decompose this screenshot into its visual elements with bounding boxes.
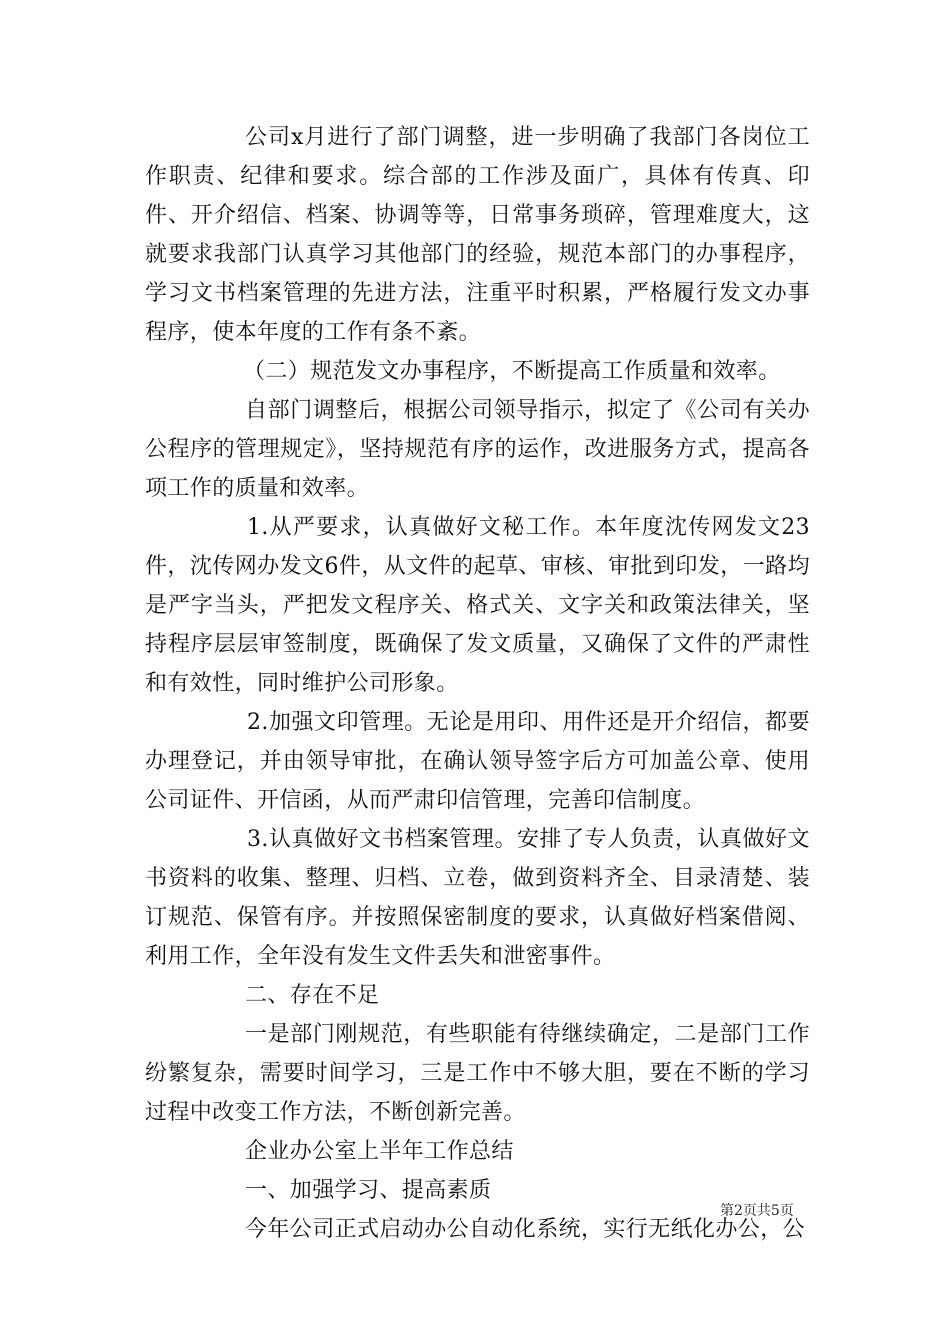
- paragraph-management-rules: 自部门调整后，根据公司领导指示，拟定了《公司有关办公程序的管理规定》，坚持规范有序的运作，改进服务方式，提高各项工作的质量和效率。: [145, 398, 810, 501]
- paragraph-office-automation: 今年公司正式启动办公自动化系统，实行无纸化办公，公: [245, 1217, 806, 1242]
- list-item-print-management: 2.加强文印管理。无论是用印、用件还是开介绍信，都要办理登记，并由领导审批，在确认领导签字后方可加盖公章、使用公司证件、开信函，从而严肃印信管理，完善印信制度。: [145, 710, 810, 813]
- page-number: 第2页共5页: [720, 1203, 794, 1219]
- heading-shortcomings: 二、存在不足: [245, 983, 380, 1008]
- document-body: [145, 118, 810, 1249]
- list-item-archive-management: 3.认真做好文书档案管理。安排了专人负责，认真做好文书资料的收集、整理、归档、立卷，做到资料齐全、目录清楚、装订规范、保管有序。并按照保密制度的要求，认真做好档案借阅、利用工作，全年没有发生文件丢失和泄密事件。: [145, 827, 810, 969]
- heading-half-year-summary: 企业办公室上半年工作总结: [245, 1139, 514, 1164]
- paragraph-department-adjustment: 公司x月进行了部门调整，进一步明确了我部门各岗位工作职责、纪律和要求。综合部的工作涉及面广，具体有传真、印件、开介绍信、档案、协调等等，日常事务琐碎，管理难度大，这就要求我部门认真学习其他部门的经验，规范本部门的办事程序，学习文书档案管理的先进方法，注重平时积累，严格履行发文办事程序，使本年度的工作有条不紊。: [145, 125, 810, 345]
- list-item-secretarial-work: 1.从严要求，认真做好文秘工作。本年度沈传网发文23件，沈传网办发文6件，从文件的起草、审核、审批到印发，一路均是严字当头，严把发文程序关、格式关、文字关和政策法律关，坚持程序层层审签制度，既确保了发文质量，又确保了文件的严肃性和有效性，同时维护公司形象。: [145, 515, 810, 696]
- paragraph-shortcomings: 一是部门刚规范，有些职能有待继续确定，二是部门工作纷繁复杂，需要时间学习，三是工作中不够大胆，要在不断的学习过程中改变工作方法，不断创新完善。: [145, 1022, 810, 1125]
- heading-standardize-procedures: （二）规范发文办事程序，不断提高工作质量和效率。: [243, 359, 781, 384]
- heading-study-quality: 一、加强学习、提高素质: [245, 1178, 492, 1203]
